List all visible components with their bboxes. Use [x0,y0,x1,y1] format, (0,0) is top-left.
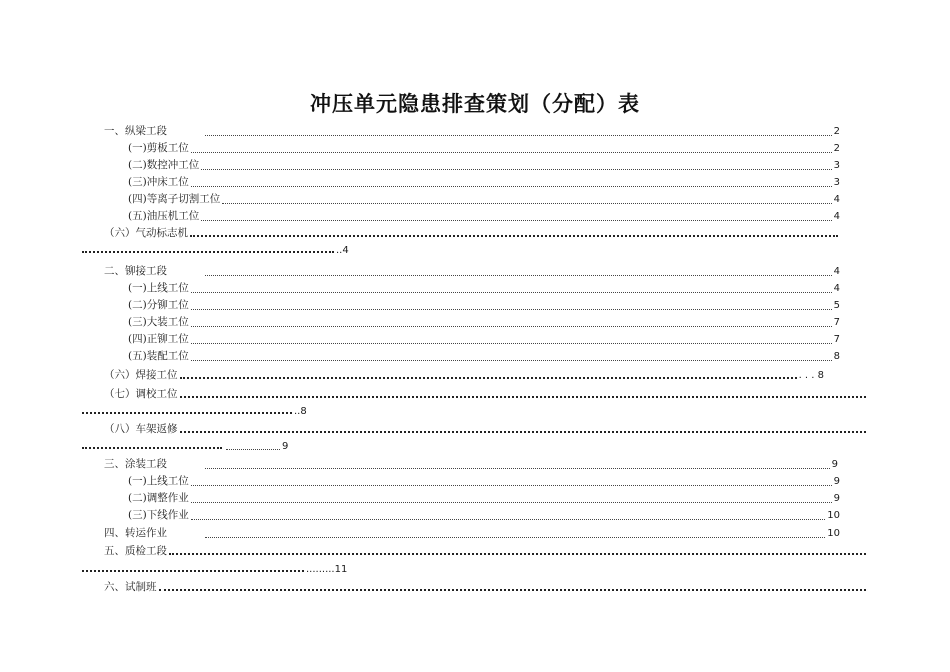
toc-leader [191,292,832,293]
toc-entry-label: 五、质检工段 [104,545,167,557]
toc-page-number: 3 [833,160,840,171]
toc-entry-label: (四)正铆工位 [128,333,189,345]
toc-entry-label: (一)剪板工位 [128,142,189,154]
toc-leader [82,570,304,572]
toc-entry-label: (五)油压机工位 [128,210,200,222]
toc-leader [205,468,830,469]
toc-entry-label: 二、铆接工段 [104,265,167,277]
toc-page-number: ..8 [294,406,307,417]
toc-leader [226,449,280,450]
toc-leader [205,275,832,276]
toc-leader [191,152,832,153]
toc-entry[interactable] [128,471,840,488]
toc-entry-label: 三、涂装工段 [104,458,167,470]
toc-page-number: .........11 [306,564,348,575]
toc-page-number: 8 [833,351,840,362]
toc-entry-label: (四)等离子切割工位 [128,193,221,205]
toc-entry[interactable] [104,365,824,382]
toc-entry-label: （六）焊接工位 [104,369,178,381]
toc-entry[interactable] [104,523,840,540]
toc-entry[interactable] [104,454,838,471]
toc-leader [159,589,867,591]
toc-entry[interactable] [128,189,840,206]
toc-leader [191,502,832,503]
toc-entry-label: (二)分铆工位 [128,299,189,311]
toc-entry[interactable] [128,138,840,155]
toc-page-number: ..4 [336,245,349,256]
toc-entry[interactable] [128,206,840,223]
toc-page-number: 4 [833,194,840,205]
toc-page-number: 10 [827,510,840,521]
toc-leader [191,186,832,187]
toc-entry-label: (二)数控冲工位 [128,159,200,171]
toc-page-number: 9 [282,441,289,452]
toc-entry[interactable] [128,295,840,312]
toc-entry-label: （六）气动标志机 [104,227,188,239]
toc-page-number: 7 [833,334,840,345]
toc-leader [82,251,334,253]
toc-entry-label: (五)装配工位 [128,350,189,362]
toc-entry[interactable] [104,541,868,558]
toc-entry-label: （七）调校工位 [104,388,178,400]
toc-entry-label: (三)冲床工位 [128,176,189,188]
toc-entry-label: （八）车架返修 [104,423,178,435]
toc-page-number: 9 [833,493,840,504]
toc-entry[interactable] [128,346,840,363]
toc-entry[interactable] [104,223,840,240]
toc-leader [180,431,867,433]
toc-entry[interactable] [128,172,840,189]
toc-entry-label: (二)调整作业 [128,492,189,504]
toc-entry[interactable] [128,155,840,172]
toc-page-number: 9 [831,459,838,470]
toc-page-number: 10 [827,528,840,539]
toc-entry-label: 六、试制班 [104,581,157,593]
toc-leader [190,235,838,237]
toc-leader [201,220,831,221]
toc-page-number: 9 [833,476,840,487]
toc-leader [82,412,292,414]
toc-entry-label: 一、纵梁工段 [104,125,167,137]
toc-leader [201,169,831,170]
toc-page-number: 5 [833,300,840,311]
toc-entry-label: (三)下线作业 [128,509,189,521]
toc-entry-continuation [80,438,290,452]
toc-leader [222,203,831,204]
toc-entry[interactable] [104,419,868,436]
toc-page-number: 4 [833,283,840,294]
toc-entry-continuation [80,242,350,256]
toc-leader [191,360,832,361]
toc-leader [191,309,832,310]
toc-entry[interactable] [104,384,868,401]
toc-entry-label: 四、转运作业 [104,527,167,539]
toc-leader [191,326,832,327]
toc-leader [205,537,825,538]
toc-entry-continuation [80,403,310,417]
toc-page-number: 4 [833,266,840,277]
toc-entry[interactable] [128,488,840,505]
toc-leader [191,343,832,344]
toc-entry-continuation [80,561,350,575]
toc-leader [205,135,832,136]
toc-page-number: 4 [833,211,840,222]
toc-entry-label: (一)上线工位 [128,475,189,487]
toc-page-number: 7 [833,317,840,328]
page-title: 冲压单元隐患排查策划（分配）表 [310,92,640,116]
toc-entry-label: (一)上线工位 [128,282,189,294]
toc-page-number: 3 [833,177,840,188]
toc-entry[interactable] [128,312,840,329]
toc-leader [169,553,866,555]
toc-leader [191,485,832,486]
toc-entry[interactable] [128,278,840,295]
toc-page-number: 2 [833,126,840,137]
toc-leader [180,377,797,379]
toc-entry[interactable] [104,121,840,138]
toc-entry[interactable] [104,577,868,594]
toc-entry[interactable] [128,329,840,346]
toc-page-number: . . . 8 [798,370,824,381]
toc-leader [191,519,826,520]
toc-leader [180,396,867,398]
toc-page-number: 2 [833,143,840,154]
toc-entry[interactable] [104,261,840,278]
toc-leader [82,447,222,449]
toc-entry[interactable] [128,505,840,522]
toc-entry-label: (三)大装工位 [128,316,189,328]
